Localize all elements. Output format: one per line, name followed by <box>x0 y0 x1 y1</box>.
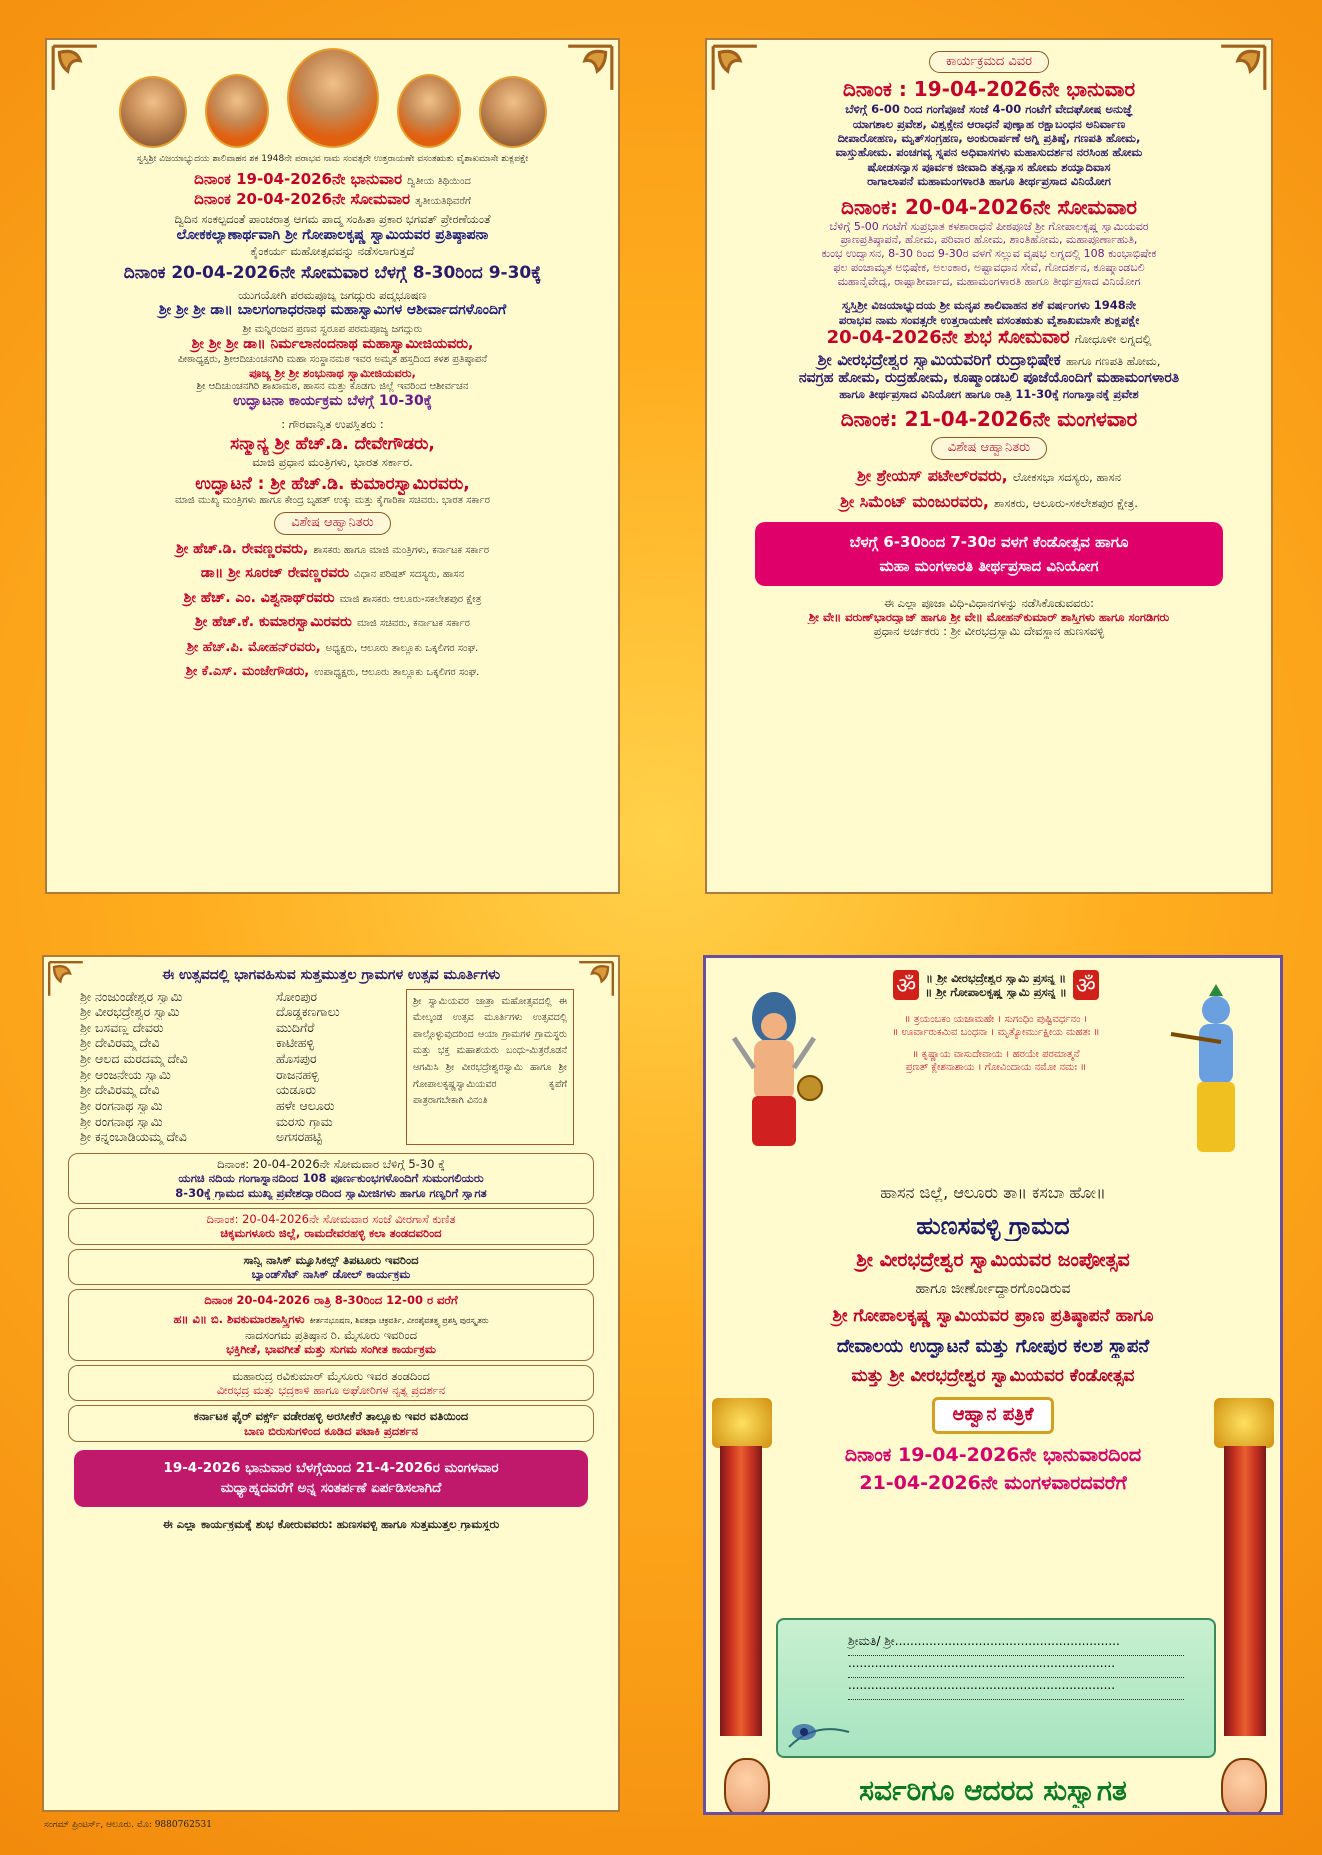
day-heading: ದಿನಾಂಕ: 20-04-2026ನೇ ಸೋಮವಾರ <box>841 194 1137 219</box>
text-line: ಶ್ರೀ ವೀರಭದ್ರೇಶ್ವರ ಸ್ವಾಮಿಯವರಿಗೆ ರುದ್ರಾಭಿಷೇಕ <box>817 349 1061 369</box>
box-line: ಮಧ್ಯಾಹ್ನದವರೆಗೆ ಅನ್ನ ಸಂತರ್ಪಣೆ ಏರ್ಪಡಿಸಲಾಗಿದೆ <box>220 1480 442 1497</box>
text-line: ಭಕ್ತಿಗೀತೆ, ಭಾವಗೀತೆ ಮತ್ತು ಸುಗಮ ಸಂಗೀತ ಕಾರ್ಯಕ್ರಮ <box>226 1342 436 1357</box>
printer-credit: ಸಂಗಮ್ ಪ್ರಿಂಟರ್ಸ್, ಆಲೂರು. ಮೊ: 9880762531 <box>44 1820 212 1830</box>
schedule-line: ವಾಸ್ತುಹೋಮ. ಪಂಚಗವ್ಯ ಸ್ನಪನ ಅಧಿವಾಸಗಳು ಮಹಾಸುದರ್ಶನ ನರಸಿಂಹ ಹೋಮ <box>835 145 1143 160</box>
shloka-line: ॥ ಊರ್ವಾರುಕಮಿವ ಬಂಧನಾ । ಮೃತ್ಯೋರ್ಮುಕ್ಷೀಯ ಮಹತಃ ॥ <box>892 1026 1100 1038</box>
invitee-name: ಶ್ರೀ ಸಿಮೆಂಟ್ ಮಂಜುರವರು, <box>840 491 989 511</box>
kendotsava-box <box>755 522 1223 586</box>
text-line: 20-04-2026ನೇ ಶುಭ ಸೋಮವಾರ <box>826 327 1070 348</box>
ornament-corner-icon <box>46 959 86 999</box>
text-line: ಯಗಚಿ ನದಿಯ ಗಂಗಾಸ್ನಾನದಿಂದ 108 ಪೂರ್ಣಕುಂಭಗಳೊಂದಿಗೆ ಸುಮಂಗಲಿಯರು <box>178 1171 484 1186</box>
ornament-corner-icon <box>576 959 616 999</box>
krishna-deity-image <box>1161 976 1271 1176</box>
invitation-note: ಶ್ರೀ ಸ್ವಾಮಿಯವರ ಜಾತ್ರಾ ಮಹೋತ್ಸವದಲ್ಲಿ ಈ ಮೇಲ್ಕಂಡ ಉತ್ಸವ ಮೂರ್ತಿಗಳು ಉತ್ಸವದಲ್ಲಿ ಪಾಲ್ಗೊಳ್ಳುವುದರಿಂದ ಆಯಾ ಗ್ರಾಮಗಳ ಗ್ರಾಮಸ್ಥರು ಮತ್ತು ಭಕ್ತ ಮಹಾಶಯರು ಬಂಧು-ಮಿತ್ರರೊಡನೆ ಆಗಮಿಸಿ ಶ್ರೀ ವೀರಭದ್ರೇಶ್ವರಸ್ವಾಮಿ ಹಾಗೂ ಶ್ರೀ ಗೋಪಾಲಕೃಷ್ಣಸ್ವಾಮಿಯವರ ಕೃಪೆಗೆ ಪಾತ್ರರಾಗಬೇಕಾಗಿ ವಿನಂತಿ <box>406 989 574 1145</box>
ornament-corner-icon <box>1217 42 1269 94</box>
text-line: ಹಾಗೂ ತೀರ್ಥಪ್ರಸಾದ ವಿನಿಯೋಗ ಹಾಗೂ ರಾತ್ರಿ 11-30ಕ್ಕೆ ಗಂಗಾಸ್ನಾನಕ್ಕೆ ಪ್ರವೇಶ <box>839 387 1139 401</box>
invitee-role: ಶಾಸಕರು, ಆಲೂರು-ಸಕಲೇಶಪುರ ಕ್ಷೇತ್ರ. <box>994 495 1138 510</box>
text-line: ಬ್ಯಾಂಡ್‌ಸೆಟ್ ನಾಸಿಕ್ ಡೋಲ್ ಕಾರ್ಯಕ್ರಮ <box>251 1267 411 1281</box>
schedule-line: ಪ್ರಾಣಪ್ರತಿಷ್ಠಾಪನೆ, ಹೋಮ, ಪರಿವಾರ ಹೋಮ, ಶಾಂತಿಹೋಮ, ಮಹಾಪೂರ್ಣಾಹುತಿ, <box>840 233 1138 247</box>
invitee-address-field[interactable]: ...................................................................... <box>848 1656 1184 1678</box>
text-line: ಶ್ರೀ ಶ್ರೀ ಶ್ರೀ ಡಾ॥ ನಿರ್ಮಲಾನಂದನಾಥ ಮಹಾಸ್ವಾಮೀಜಿಯವರು, <box>191 336 474 353</box>
text-line: ದಿನಾಂಕ: 20-04-2026ನೇ ಸೋಮವಾರ ಸಂಜೆ ವೀರಗಾಸೆ ಕುಣಿತ <box>206 1211 456 1226</box>
village-name: ಮುದಿಗೆರೆ <box>276 1019 315 1035</box>
text-line: ಈ ಎಲ್ಲಾ ಪೂಜಾ ವಿಧಿ-ವಿಧಾನಗಳನ್ನು ನಡೆಸಿಕೊಡುವವರು: <box>883 595 1095 610</box>
deity-name: ಶ್ರೀ ಆಂಜನೇಯ ಸ್ವಾಮಿ <box>80 1066 171 1082</box>
special-invitees-pill: ವಿಶೇಷ ಆಹ್ವಾನಿತರು <box>931 437 1047 459</box>
invitee-name: ಶ್ರೀ ಹೆಚ್.ಕೆ. ಕುಮಾರಸ್ವಾಮಿರವರು <box>195 614 352 630</box>
ornament-corner-icon <box>709 42 761 94</box>
food-box <box>74 1450 588 1507</box>
program-box <box>68 1153 594 1204</box>
guest-name: ಸನ್ಮಾನ್ಯ ಶ್ರೀ ಹೆಚ್.ಡಿ. ದೇವೇಗೌಡರು, <box>230 433 435 454</box>
om-icon: ॐ <box>1073 970 1099 1000</box>
text-line: ಶ್ರೀ ಆದಿಚುಂಚನಗಿರಿ ಶಾಖಾಮಠ, ಹಾಸನ ಮತ್ತು ಕೊಡಗು ಜಿಲ್ಲೆ ಇವರಿಂದ ಆಶೀರ್ವಚನ <box>196 380 469 392</box>
invitee-name: ಡಾ॥ ಶ್ರೀ ಸೂರಜ್ ರೇವಣ್ಣರವರು <box>200 565 350 581</box>
invitee-name: ಶ್ರೀ ಹೆಚ್. ಎಂ. ವಿಶ್ವನಾಥ್‌ರವರು <box>183 589 335 606</box>
day2-schedule <box>715 220 1263 289</box>
shloka-line: ॥ ಕೃಷ್ಣಾಯ ವಾಸುದೇವಾಯ । ಹರಯೇ ಪರಮಾತ್ಮನೆ <box>912 1049 1080 1060</box>
event-dates: ದಿನಾಂಕ 19-04-2026ನೇ ಭಾನುವಾರದಿಂದ <box>844 1443 1142 1466</box>
deity-name: ಶ್ರೀ ಕನ್ನಂಬಾಡಿಯಮ್ಮ ದೇವಿ <box>80 1129 187 1145</box>
veerabhadra-deity-image <box>724 978 824 1168</box>
invocation-line: ॥ ಶ್ರೀ ವೀರಭದ್ರೇಶ್ವರ ಸ್ವಾಮಿ ಪ್ರಸನ್ನ ॥ <box>925 970 1067 985</box>
deity-name: ಶ್ರೀ ನಂಜುಂಡೇಶ್ವರ ಸ್ವಾಮಿ <box>80 988 183 1004</box>
village-name: ಅಗಸರಹಟ್ಟಿ <box>276 1129 322 1145</box>
text-line: ಪ್ರಧಾನ ಅರ್ಚಕರು : ಶ್ರೀ ವೀರಭದ್ರಸ್ವಾಮಿ ದೇವಸ್ಥಾನ ಹುಣಸವಳ್ಳಿ <box>873 624 1105 639</box>
deity-name: ಶ್ರೀ ರಂಗನಾಥ ಸ್ವಾಮಿ <box>80 1097 163 1113</box>
invocation-line: ॥ ಶ್ರೀ ಗೋಪಾಲಕೃಷ್ಣ ಸ್ವಾಮಿ ಪ್ರಸನ್ನ ॥ <box>925 985 1067 999</box>
panel-top-left <box>45 38 620 894</box>
program-box <box>68 1405 594 1442</box>
text-line: ಕರ್ನಾಟಕ ಫೈರ್ ವರ್ಕ್ಸ್ ವಡೇರಹಳ್ಳಿ ಅರಸೀಕೆರೆ ತಾಲ್ಲೂಕು ಇವರ ವತಿಯಿಂದ <box>193 1409 469 1424</box>
text-line: 8-30ಕ್ಕೆ ಗ್ರಾಮದ ಮುಖ್ಯ ಪ್ರವೇಶದ್ವಾರದಿಂದ ಸ್ವಾಮೀಜಿಗಳು ಹಾಗೂ ಗಣ್ಯರಿಗೆ ಸ್ವಾಗತ <box>175 1185 487 1200</box>
dignitary-photo <box>119 76 187 148</box>
schedule-line: ಮಹಾನೈವೇದ್ಯ, ರಾಷ್ಟ್ರಾಶೀರ್ವಾದ, ಮಹಾಮಂಗಳಾರತಿ ಹಾಗೂ ತೀರ್ಥಪ್ರಸಾದ ವಿನಿಯೋಗ <box>837 274 1141 288</box>
ornament-corner-icon <box>564 42 616 94</box>
program-box <box>68 1208 594 1245</box>
text-line: ಕೈಂಕರ್ಯ ಮಹೋತ್ಸವವನ್ನು ನಡೆಸಲಾಗುತ್ತದೆ <box>250 244 415 259</box>
special-invitees-pill: ವಿಶೇಷ ಆಹ್ವಾನಿತರು <box>274 512 390 534</box>
ornament-corner-icon <box>49 42 101 94</box>
invitee-name: ಶ್ರೀ ಕೆ.ಎಸ್. ಮಂಜೇಗೌಡರು, <box>185 663 310 679</box>
text-line: ಶ್ರೀ ವೇ॥ ವರುಣ್‌ಭಾರದ್ವಾಜ್ ಹಾಗೂ ಶ್ರೀ ವೇ॥ ಮೋಹನ್‌ಕುಮಾರ್ ಶಾಸ್ತ್ರಿಗಳು ಹಾಗೂ ಸಂಗಡಿಗರು <box>808 610 1170 624</box>
event-title: ಮತ್ತು ಶ್ರೀ ವೀರಭದ್ರೇಶ್ವರ ಸ್ವಾಮಿಯವರ ಕೆಂಡೋತ್ಸವ <box>851 1366 1135 1386</box>
day-heading: ದಿನಾಂಕ : 19-04-2026ನೇ ಭಾನುವಾರ <box>842 77 1136 102</box>
text-line: ಲೋಕಕಲ್ಯಾಣಾರ್ಥವಾಗಿ ಶ್ರೀ ಗೋಪಾಲಕೃಷ್ಣ ಸ್ವಾಮಿಯವರ ಪ್ರತಿಷ್ಠಾಪನಾ <box>176 226 489 243</box>
swamiji-photo <box>205 74 269 148</box>
village-name: ಕಾಟೀಹಳ್ಳಿ <box>276 1035 315 1051</box>
invitee-name-field[interactable]: ಶ್ರೀಮತಿ/ ಶ್ರೀ........................................................... <box>848 1634 1184 1656</box>
deity-name: ಶ್ರೀ ಆಲದ ಮರದಮ್ಮ ದೇವಿ <box>80 1051 188 1066</box>
invitee-role: ಮಾಜಿ ಶಾಸಕರು ಆಲೂರು-ಸಕಲೇಶಪುರ ಕ್ಷೇತ್ರ <box>339 593 482 605</box>
text-line: ಪೂಜ್ಯ ಶ್ರೀ ಶ್ರೀ ಶಂಭುನಾಥ ಸ್ವಾಮೀಜಿಯವರು, <box>249 366 416 381</box>
invitee-role: ಅಧ್ಯಕ್ಷರು, ಆಲೂರು ತಾಲ್ಲೂಕು ಒಕ್ಕಲಿಗರ ಸಂಘ. <box>325 642 479 654</box>
text-line: ಶ್ರೀ ಮನ್ನಿರಂಜನ ಪ್ರಣವ ಸ್ವರೂಪ ಪರಮಪೂಜ್ಯ ಜಗದ್ಗುರು <box>242 323 423 335</box>
villages-column <box>276 989 392 1145</box>
deity-name: ಶ್ರೀ ಬಸವಣ್ಣ ದೇವರು <box>80 1019 164 1035</box>
guest-name: ಉದ್ಘಾಟನೆ : ಶ್ರೀ ಹೆಚ್.ಡಿ. ಕುಮಾರಸ್ವಾಮಿರವರು, <box>195 473 470 494</box>
schedule-line: ಬೆಳಿಗ್ಗೆ 6-00 ರಿಂದ ಗಂಗೆಪೂಜೆ ಸಂಜೆ 4-00 ಗಂಟೆಗೆ ವೇದಘೋಷ ಅನುಜ್ಞೆ <box>845 102 1133 117</box>
address-line: ಹಾಸನ ಜಿಲ್ಲೆ, ಆಲೂರು ತಾ॥ ಕಸಬಾ ಹೋ॥ <box>880 1183 1106 1202</box>
text-line: ಬಾಣ ಬಿರುಸುಗಳಿಂದ ಕೂಡಿದ ಪಟಾಕಿ ಪ್ರದರ್ಶನ <box>244 1423 418 1438</box>
invitee-name: ಶ್ರೀ ಹೆಚ್.ಡಿ. ರೇವಣ್ಣರವರು, <box>175 540 309 557</box>
swamiji-photo <box>397 74 461 148</box>
text-line: ದ್ವಿದಿನ ಸಂಕಲ್ಪದಂತೆ ಪಾಂಚರಾತ್ರ ಆಗಮ ಪಾದ್ಮ ಸಂಹಿತಾ ಪ್ರಕಾರ ಭಗವತ್ ಪ್ರೇರಣೆಯಂತೆ <box>174 212 491 227</box>
panel-top-right <box>705 38 1273 894</box>
panel-bottom-right <box>703 955 1283 1815</box>
village-name: ದೊಡ್ಡಕಣಗಾಲು <box>276 1004 340 1020</box>
main-date: ದಿನಾಂಕ 20-04-2026ನೇ ಸೋಮವಾರ ಬೆಳಗ್ಗೆ 8-30ರಿಂದ 9-30ಕ್ಕೆ <box>123 262 542 283</box>
day1-schedule <box>715 102 1263 188</box>
village-title: ಹುಣಸವಳ್ಳಿ ಗ್ರಾಮದ <box>916 1212 1070 1240</box>
panel-bottom-left <box>42 955 620 1812</box>
invitee-role: ಶಾಸಕರು ಹಾಗೂ ಮಾಜಿ ಮಂತ್ರಿಗಳು, ಕರ್ನಾಟಕ ಸರ್ಕಾರ <box>313 544 490 556</box>
invitee-role: ಲೋಕಸಭಾ ಸದಸ್ಯರು, ಹಾಸನ <box>1012 469 1121 484</box>
invitee-role: ವಿಧಾನ ಪರಿಷತ್ ಸದಸ್ಯರು, ಹಾಸನ <box>354 569 465 580</box>
text-suffix: ಗೋಧೂಳೀ ಲಗ್ನದಲ್ಲಿ <box>1074 332 1152 346</box>
guest-role: ಮಾಜಿ ಪ್ರಧಾನ ಮಂತ್ರಿಗಳು, ಭಾರತ ಸರ್ಕಾರ. <box>252 455 413 470</box>
date-suffix: ತೃತೀಯತಿಥಿವರೆಗೆ <box>415 196 471 208</box>
schedule-line: ದೀಪಾರೋಹಣ, ಮೃತ್‌ಸಂಗ್ರಹಣ, ಅಂಕುರಾರ್ಪಣೆ ಅಗ್ನಿ ಪ್ರತಿಷ್ಠೆ, ಗಣಪತಿ ಹೋಮ, <box>837 131 1141 145</box>
pillar-capital <box>712 1398 772 1448</box>
event-title: ಶ್ರೀ ವೀರಭದ್ರೇಶ್ವರ ಸ್ವಾಮಿಯವರ ಜಂಪೋತ್ಸವ <box>856 1249 1130 1271</box>
footer-line: ಈ ಎಲ್ಲಾ ಕಾರ್ಯಕ್ರಮಕ್ಕೆ ಶುಭ ಕೋರುವವರು: ಹುಣಸವಳ್ಳಿ ಹಾಗೂ ಸುತ್ತಮುತ್ತಲ ಗ್ರಾಮಸ್ಥರು <box>162 1516 500 1531</box>
event-title: ಶ್ರೀ ಗೋಪಾಲಕೃಷ್ಣ ಸ್ವಾಮಿಯವರ ಪ್ರಾಣ ಪ್ರತಿಷ್ಠಾಪನೆ ಹಾಗೂ <box>832 1306 1154 1327</box>
event-dates: 21-04-2026ನೇ ಮಂಗಳವಾರದವರೆಗೆ <box>859 1471 1127 1494</box>
box-line: ಮಹಾ ಮಂಗಳಾರತಿ ತೀರ್ಥಪ್ರಸಾದ ವಿನಿಯೋಗ <box>879 556 1099 575</box>
om-icon: ॐ <box>893 970 919 1000</box>
village-name: ಹೊಸಪುರ <box>276 1051 317 1066</box>
text-line: ಹ॥ ವಿ॥ ಬಿ. ಶಿವಕುಮಾರಶಾಸ್ತ್ರಿಗಳು <box>173 1311 305 1326</box>
box-line: ಬೆಳಗ್ಗೆ 6-30ರಿಂದ 7-30ರ ವಳಗೆ ಕೆಂಡೋತ್ಸವ ಹಾಗೂ <box>849 532 1129 551</box>
date-suffix: ದ್ವಿತೀಯ ತಿಥಿಯಿಂದ <box>407 176 471 188</box>
village-name: ಹಳೇ ಆಲೂರು <box>276 1097 335 1113</box>
guest-role: ಮಾಜಿ ಮುಖ್ಯ ಮಂತ್ರಿಗಳು ಹಾಗೂ ಕೇಂದ್ರ ಬೃಹತ್ ಉಕ್ಕು ಮತ್ತು ಕೈಗಾರಿಕಾ ಸಚಿವರು. ಭಾರತ ಸರ್ಕಾರ <box>175 494 490 506</box>
deity-name: ಶ್ರೀ ದೇವಿರಮ್ಮ ದೇವಿ <box>80 1082 160 1098</box>
invitee-role: ಮಾಜಿ ಸಚಿವರು, ಕರ್ನಾಟಕ ಸರ್ಕಾರ <box>356 618 470 629</box>
text-line: ಯುಗಯೋಗಿ ಪರಮಪೂಜ್ಯ ಜಗದ್ಗುರು ಪದ್ಮಭೂಷಣ <box>238 287 427 302</box>
text-line: ಪರಾಭವ ನಾಮ ಸಂವತ್ಸರೇ ಉತ್ತರಾಯಣೇ ವಸಂತಋತು ವೈಶಾಖಮಾಸೇ ಶುಕ್ಲಪಕ್ಷೇ <box>838 312 1140 327</box>
decorative-pillar <box>1224 1446 1266 1736</box>
text-line: ವೀರಭದ್ರ ಮತ್ತು ಭದ್ರಕಾಳಿ ಹಾಗೂ ಅಘೋರಿಗಳ ನೃತ್ಯ ಪ್ರದರ್ಶನ <box>216 1382 446 1397</box>
deities-column <box>80 989 276 1145</box>
deity-name: ಶ್ರೀ ದೇವಿರಮ್ಮ ದೇವಿ <box>80 1035 160 1051</box>
text-line: ಕೀರ್ತನಭೂಷಣ, ಶಿವಕಥಾ ಚಕ್ರವರ್ತಿ, ವೀರಶೈವತತ್ತ್ವ ಪ್ರಶಸ್ತಿ ಪುರಸ್ಕೃತರು <box>309 1315 489 1325</box>
program-details-pill: ಕಾರ್ಯಕ್ರಮದ ವಿವರ <box>929 51 1049 73</box>
shloka-line: ॥ ತ್ರಯಂಬಕಂ ಯಜಾಮಹೇ । ಸುಗಂಧಿಂ ಪುಷ್ಟಿವರ್ಧನಂ । <box>904 1014 1088 1025</box>
text-line: ಚಿಕ್ಕಮಗಳೂರು ಜಿಲ್ಲೆ, ರಾಮದೇವರಹಳ್ಳಿ ಕಲಾ ತಂಡದವರಿಂದ <box>220 1226 442 1241</box>
invitee-name: ಶ್ರೀ ಶ್ರೇಯಸ್ ಪಟೇಲ್‌ರವರು, <box>857 465 1008 485</box>
text-line: ಮಹಾರುದ್ರ ರವಿಕುಮಾರ್ ಮೈಸೂರು ಇವರ ತಂಡದಿಂದ <box>232 1368 430 1383</box>
text-line: ಸಾನ್ವಿ ನಾಸಿಕ್ ಮ್ಯೂಸಿಕಲ್ಸ್ ತಿಪಟೂರು ಇವರಿಂದ <box>243 1252 419 1267</box>
event-title: ಹಾಗೂ ಜೀರ್ಣೋದ್ಧಾರಗೊಂಡಿರುವ <box>915 1280 1071 1297</box>
dignitary-photo <box>479 76 547 148</box>
village-name: ಯಡೂರು <box>276 1082 316 1098</box>
schedule-line: ಬೆಳಿಗ್ಗೆ 5-00 ಗಂಟೆಗೆ ಸುಪ್ರಭಾತ ಕಳಶಾರಾಧನೆ ಪೀಠಪೂಜೆ ಶ್ರೀ ಗೋಪಾಲಕೃಷ್ಣ ಸ್ವಾಮಿಯವರ <box>829 219 1149 233</box>
schedule-line: ರಾಗಾಲಾಪನೆ ಮಹಾಮಂಗಳಾರತಿ ಹಾಗೂ ತೀರ್ಥಪ್ರಸಾದ ವಿನಿಯೋಗ <box>867 174 1111 189</box>
schedule-line: ಷೋಡಸನ್ಯಾಸ ಪೂರ್ವಕ ಜೀವಾದಿ ತತ್ವನ್ಯಾಸ ಹೋಮ ಶಯ್ಯಾದಿವಾಸ <box>867 159 1111 174</box>
program-box <box>68 1289 594 1360</box>
decorative-pillar <box>720 1446 762 1736</box>
village-name: ಮರಸು ಗ್ರಾಮ <box>276 1113 333 1129</box>
shloka-line: ಪ್ರಣತ್ ಕ್ಲೇಶನಾಶಾಯ । ಗೋವಿಂದಾಯ ನಮೋ ನಮಃ ॥ <box>905 1061 1087 1073</box>
deity-name: ಶ್ರೀ ರಂಗನಾಥ ಸ್ವಾಮಿ <box>80 1113 163 1129</box>
date-line: ದಿನಾಂಕ 19-04-2026ನೇ ಭಾನುವಾರ <box>194 170 403 189</box>
text-line: ಪೀಠಾಧ್ಯಕ್ಷರು, ಶ್ರೀಆದಿಚುಂಚನಗಿರಿ ಮಹಾ ಸಂಸ್ಥಾನಮಠ ಇವರ ಅಮೃತ ಹಸ್ತದಿಂದ ಕಳಶ ಪ್ರತಿಷ್ಠಾಪನೆ <box>177 353 488 365</box>
deities-header: ಈ ಉತ್ಸವದಲ್ಲಿ ಭಾಗವಹಿಸುವ ಸುತ್ತಮುತ್ತಲ ಗ್ರಾಮಗಳ ಉತ್ಸವ ಮೂರ್ತಿಗಳು <box>161 967 501 983</box>
deities-table <box>80 989 604 1145</box>
text-line: ಶ್ರೀ ಶ್ರೀ ಶ್ರೀ ಡಾ॥ ಬಾಲಗಂಗಾಧರನಾಥ ಮಹಾಸ್ವಾಮಿಗಳ ಆಶೀರ್ವಾದಗಳೊಂದಿಗೆ <box>158 302 507 319</box>
text-line: ದಿನಾಂಕ 20-04-2026 ರಾತ್ರಿ 8-30ರಿಂದ 12-00 ರ ವರೆಗೆ <box>204 1293 458 1308</box>
program-box <box>68 1249 594 1286</box>
schedule-line: ಯಾಗಶಾಲ ಪ್ರವೇಶ, ವಿಶ್ವಕ್ಸೇನ ಆರಾಧನೆ ಪುಣ್ಯಾಹ ರಕ್ಷಾಬಂಧನ ಅನಿರ್ವಾಣ <box>852 116 1126 131</box>
invitation-badge: ಆಹ್ವಾನ ಪತ್ರಿಕೆ <box>932 1397 1055 1434</box>
welcome-text: ಸರ್ವರಿಗೂ ಆದರದ ಸುಸ್ವಾಗತ <box>859 1774 1127 1807</box>
text-line: ಸ್ವಸ್ತಿಶ್ರೀ ವಿಜಯಾಭ್ಯುದಯ ಶ್ರೀ ಮನೃಪ ಶಾಲಿವಾಹನ ಶಕೆ ವರ್ಷಂಗಳು 1948ನೇ <box>842 298 1136 313</box>
village-name: ರಾಜನಹಳ್ಳಿ <box>276 1066 319 1082</box>
swamiji-photo <box>287 48 379 148</box>
text-line: ದಿನಾಂಕ: 20-04-2026ನೇ ಸೋಮವಾರ ಬೆಳಿಗ್ಗೆ 5-30 ಕ್ಕೆ <box>217 1156 445 1171</box>
schedule-line: ಫಲ ಪಂಚಾಮೃತ ಅಭಿಷೇಕ, ಅಲಂಕಾರ, ಅಷ್ಟಾವಧಾನ ಸೇವೆ, ಗೋದರ್ಶನ, ಕೂಷ್ಮಾಂಡಬಲಿ <box>833 260 1145 274</box>
text-line: ನವಗ್ರಹ ಹೋಮ, ರುದ್ರಹೋಮ, ಕೂಷ್ಮಾಂಡಬಲಿ ಪೂಜೆಯೊಂದಿಗೆ ಮಹಾಮಂಗಳಾರತಿ <box>798 369 1180 386</box>
pillar-capital <box>1214 1398 1274 1448</box>
program-box <box>68 1365 594 1402</box>
text-line: ಉದ್ಘಾಟನಾ ಕಾರ್ಯಕ್ರಮ ಬೆಳಗ್ಗೆ 10-30ಕ್ಕೆ <box>233 393 432 409</box>
dignitary-photos <box>47 48 618 148</box>
event-title: ದೇವಾಲಯ ಉದ್ಘಾಟನೆ ಮತ್ತು ಗೋಪುರ ಕಲಶ ಸ್ಥಾಪನೆ <box>836 1335 1150 1357</box>
almanac-line: ಸ್ವಸ್ತಿಶ್ರೀ ವಿಜಯಾಭ್ಯುದಯ ಶಾಲಿವಾಹನ ಶಕ 1948ನೇ ಪರಾಭವ ನಾಮ ಸಂವತ್ಸರೇ ಉತ್ತರಾಯಣೇ ವಸಂತಋತು ವೈಶಾಖಮಾಸೇ ಶುಕ್ಲಪಕ್ಷೇ <box>136 154 529 164</box>
honor-title: : ಗೌರವಾನ್ವಿತ ಉಪಸ್ಥಿತರು : <box>281 416 384 431</box>
deity-name: ಶ್ರೀ ವೀರಭದ್ರೇಶ್ವರ ಸ್ವಾಮಿ <box>80 1004 180 1020</box>
invitee-name-card <box>776 1618 1216 1758</box>
peacock-feather-icon <box>784 1692 854 1752</box>
day-heading: ದಿನಾಂಕ: 21-04-2026ನೇ ಮಂಗಳವಾರ <box>840 407 1138 432</box>
village-name: ಸೋಂಪುರ <box>276 988 318 1004</box>
box-line: 19-4-2026 ಭಾನುವಾರ ಬೆಳಗ್ಗೆಯಿಂದ 21-4-2026ರ ಮಂಗಳವಾರ <box>163 1460 499 1476</box>
schedule-line: ಕುಂಭ ಉದ್ವಾಸನ, 8-30 ರಿಂದ 9-30ರ ವಳಗೆ ಸಲ್ಲುವ ವೃಷಭ ಲಗ್ನದಲ್ಲಿ 108 ಕುಂಭಾಭಿಷೇಕ <box>821 247 1157 260</box>
text-line: ನಾದಸಂಗಮ ಪ್ರತಿಷ್ಠಾನ ರಿ. ಮೈಸೂರು ಇವರಿಂದ <box>244 1327 418 1342</box>
text-suffix: ಹಾಗೂ ಗಣಪತಿ ಹೋಮ, <box>1065 353 1161 368</box>
invitee-role: ಉಪಾಧ್ಯಕ್ಷರು, ಆಲೂರು ತಾಲ್ಲೂಕು ಒಕ್ಕಲಿಗರ ಸಂಘ. <box>314 666 480 678</box>
invitee-name: ಶ್ರೀ ಹೆಚ್.ಪಿ. ಮೋಹನ್‌ರವರು, <box>186 639 321 655</box>
invitee-address-field[interactable]: ...................................................................... <box>848 1678 1184 1700</box>
date-line: ದಿನಾಂಕ 20-04-2026ನೇ ಸೋಮವಾರ <box>194 190 411 209</box>
